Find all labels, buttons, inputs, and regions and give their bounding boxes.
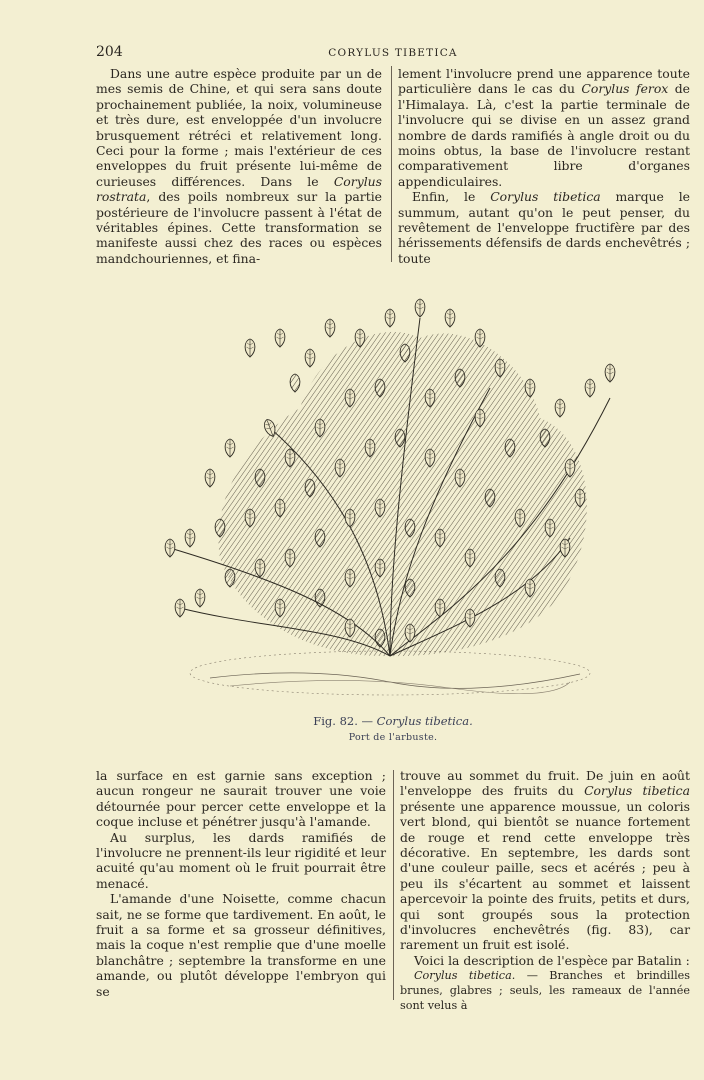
paragraph: Enfin, le Corylus tibetica marque le summum, autant qu'on le peut penser, du revêtement de l'enveloppe fructifère par des hérissements défensifs de dards enchevêtrés ; toute xyxy=(398,189,690,266)
text-column-top-left xyxy=(96,66,382,266)
figure-subcaption: Port de l'arbuste. xyxy=(348,732,438,743)
ground-shadow xyxy=(190,651,590,695)
shrub-illustration xyxy=(150,278,630,708)
paragraph: lement l'involucre prend une apparence toute particulière dans le cas du Corylus ferox de l'Himalaya. Là, c'est la partie terminale de l'involucre qui se divise en un assez grand nombre de dards ramifiés à angle droit ou du moins obtus, la base de l'involucre restant comparativement libre d'organes appendiculaires. xyxy=(398,66,690,189)
text-column-bottom-right xyxy=(400,768,690,1013)
paragraph: Au surplus, les dards ramifiés de l'involucre ne prennent-ils leur rigidité et leur acuité qu'au moment où le fruit pourrait être menacé. xyxy=(96,829,386,891)
paragraph: trouve au sommet du fruit. De juin en août l'enveloppe des fruits du Corylus tibetica présente une apparence moussue, un coloris vert blond, qui bientôt se nuance fortement de rouge et rend cette enveloppe très décorative. En septembre, les dards sont d'une couleur paille, secs et acérés ; peu à peu ils s'écartent au sommet et laissent apercevoir la pointe des fruits, petits et durs, qui sont groupés sous la protection d'involucres enchevêtrés (fig. 83), car rarement un fruit est isolé. xyxy=(400,768,690,953)
paragraph: la surface en est garnie sans exception ; aucun rongeur ne saurait trouver une voie détournée pour percer cette enveloppe et la coque incluse et pénétrer jusqu'à l'amande. xyxy=(96,768,386,830)
paragraph: Corylus tibetica. — Branches et brindilles brunes, glabres ; seuls, les rameaux de l'année sont velus à xyxy=(400,969,691,1013)
figure-caption: Fig. 82. — Corylus tibetica. xyxy=(313,714,473,728)
running-title: CORYLUS TIBETICA xyxy=(328,47,458,59)
column-divider xyxy=(393,770,394,1000)
paragraph: Dans une autre espèce produite par un de mes semis de Chine, et qui sera sans doute prochainement publiée, la noix, volumineuse et très dure, est enveloppée d'un involucre brusquement rétréci et relativement long. Ceci pour la forme ; mais l'extérieur de ces enveloppes du fruit présente lui-même de curieuses différences. Dans le Corylus rostrata, des poils nombreux sur la partie postérieure de l'involucre passent à l'état de véritables épines. Cette transformation se manifeste aussi chez des races ou espèces mandchouriennes, et fina- xyxy=(96,66,382,266)
text-column-bottom-left xyxy=(96,768,386,999)
paragraph: Voici la description de l'espèce par Batalin : xyxy=(414,952,690,968)
page-number: 204 xyxy=(96,44,123,60)
page-header xyxy=(96,44,690,64)
paragraph: L'amande d'une Noisette, comme chacun sait, ne se forme que tardivement. En août, le fruit a sa forme et sa grosseur définitives, mais la coque n'est remplie que d'une moelle blanchâtre ; septembre la transforme en une amande, ou plutôt développe l'embryon qui se xyxy=(96,891,386,999)
column-divider xyxy=(391,66,392,262)
text-column-top-right xyxy=(398,66,690,266)
